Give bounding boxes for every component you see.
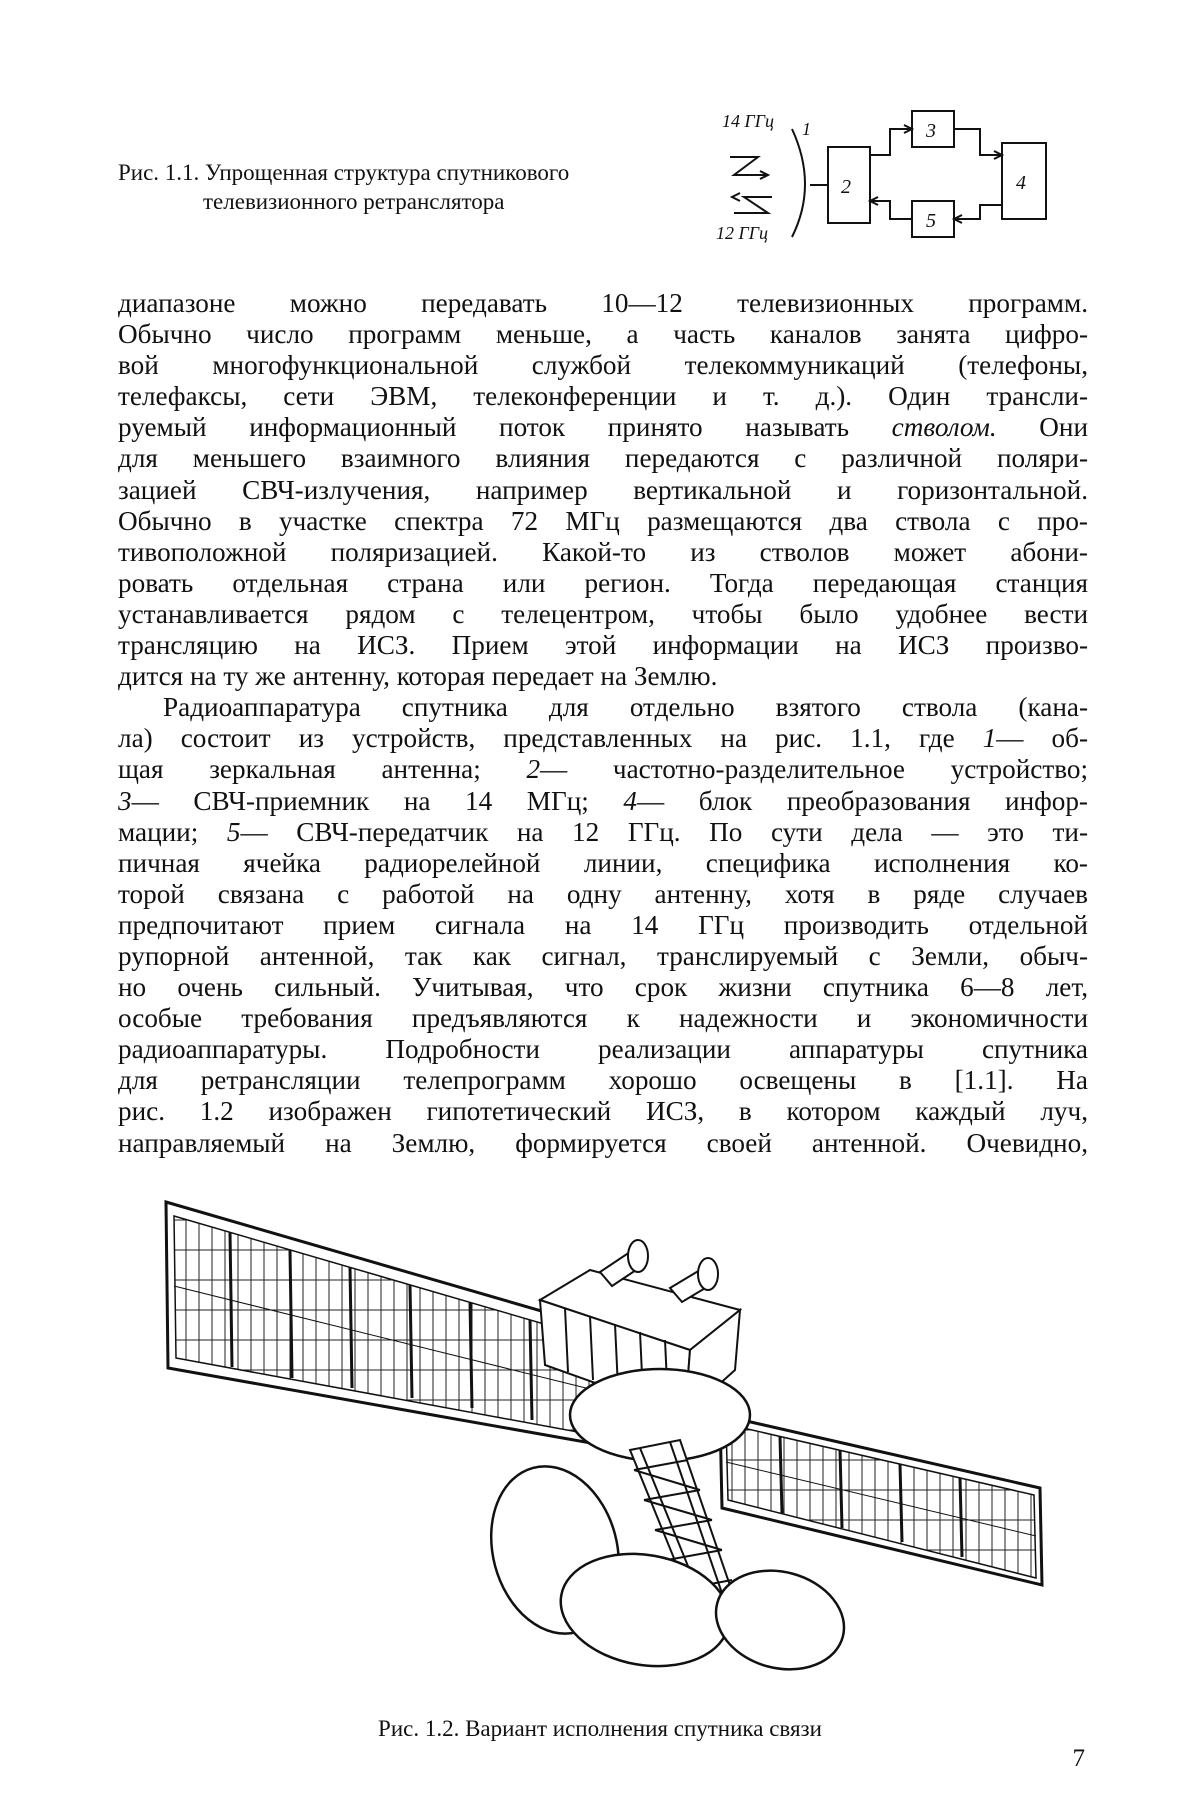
document-page [0, 0, 1200, 1800]
text-fragment: щая зеркальная антенна; [118, 754, 481, 784]
text-line: тивоположной поляризацией. Какой-то из стволов может абони- [118, 537, 1088, 568]
text-line: ровать отдельная страна или регион. Тогда передающая станция [118, 568, 1088, 599]
text-line [118, 786, 1088, 817]
block-4-label: 4 [1016, 172, 1026, 194]
text-line: торой связана с работой на одну антенну, хотя в ряде случаев [118, 879, 1088, 910]
left-solar-panel [166, 1202, 602, 1445]
text-line: Радиоаппаратура спутника для отдельно взятого ствола (кана- [118, 692, 1088, 723]
text-fragment: — СВЧ-приемник на 14 МГц; [132, 786, 589, 816]
text-fragment: — об- [996, 723, 1088, 753]
text-fragment: мации; [118, 817, 198, 847]
text-fragment: руемый информационный поток принято называть [118, 412, 849, 442]
text-line: Обычно в участке спектра 72 МГц размещаются два ствола с про- [118, 506, 1088, 537]
figure-1-2-caption: Рис. 1.2. Вариант исполнения спутника связи [0, 1716, 1200, 1742]
text-line [118, 754, 1088, 785]
text-fragment: Они [1039, 412, 1088, 442]
text-line: трансляцию на ИСЗ. Прием этой информации на ИСЗ произво- [118, 630, 1088, 661]
block-2-label: 2 [841, 176, 851, 198]
text-line: для меньшего взаимного влияния передаются с различной поляри- [118, 443, 1088, 474]
text-line: радиоаппаратуры. Подробности реализации аппаратуры спутника [118, 1034, 1088, 1065]
text-line: предпочитают прием сигнала на 14 ГГц производить отдельной [118, 910, 1088, 941]
page-number: 7 [1073, 1745, 1086, 1773]
text-line: зацией СВЧ-излучения, например вертикальной и горизонтальной. [118, 475, 1088, 506]
text-line: Обычно число программ меньше, а часть каналов занята цифро- [118, 319, 1088, 350]
figure-1-1-block-diagram [700, 105, 1100, 255]
term-stvol: стволом. [892, 412, 997, 442]
line-4-to-5 [954, 205, 1002, 219]
ref-number: 1 [983, 723, 997, 753]
ref-number: 4 [623, 786, 637, 816]
label-14-ghz: 14 ГГц [722, 111, 774, 131]
ref-number: 2 [526, 754, 540, 784]
ref-number: 5 [227, 817, 241, 847]
text-line [118, 817, 1088, 848]
text-line: дится на ту же антенну, которая передает на Землю. [118, 661, 1088, 692]
text-line: направляемый на Землю, формируется своей антенной. Очевидно, [118, 1128, 1088, 1159]
figure-1-1-caption-line1: Рис. 1.1. Упрощенная структура спутникового [118, 158, 698, 187]
figure-1-1-caption [118, 158, 698, 216]
right-solar-panel [720, 1415, 1042, 1585]
figure-1-2-satellite-illustration [160, 1190, 1060, 1710]
text-line: телефаксы, сети ЭВМ, телеконференции и т. д.). Один трансли- [118, 381, 1088, 412]
text-fragment: — блок преобразования инфор- [637, 786, 1088, 816]
body-text [118, 288, 1088, 1159]
ref-number: 3 [118, 786, 132, 816]
text-line [118, 412, 1088, 443]
text-fragment: ла) состоит из устройств, представленных на рис. 1.1, где [118, 723, 955, 753]
text-line: особые требования предъявляются к надежности и экономичности [118, 1003, 1088, 1034]
text-fragment: — СВЧ-передатчик на 12 ГГц. По сути дела — это ти- [240, 817, 1088, 847]
text-line: устанавливается рядом с телецентром, чтобы было удобнее вести [118, 599, 1088, 630]
label-antenna-1: 1 [802, 119, 811, 139]
downlink-arrowhead [732, 193, 740, 201]
text-line [118, 723, 1088, 754]
text-line: рис. 1.2 изображен гипотетический ИСЗ, в котором каждый луч, [118, 1096, 1088, 1127]
text-fragment: — частотно-разделительное устройство; [540, 754, 1088, 784]
text-line: рупорной антенной, так как сигнал, транслируемый с Земли, обыч- [118, 941, 1088, 972]
antenna-reflector [792, 129, 805, 237]
block-5-label: 5 [926, 210, 936, 232]
downlink-zigzag-arrow [734, 197, 772, 213]
text-line: но очень сильный. Учитывая, что срок жизни спутника 6—8 лет, [118, 972, 1088, 1003]
figure-1-1-caption-line2: телевизионного ретранслятора [118, 187, 698, 216]
text-line: диапазоне можно передавать 10—12 телевизионных программ. [118, 288, 1088, 319]
text-line: для ретрансляции телепрограмм хорошо освещены в [1.1]. На [118, 1065, 1088, 1096]
block-3-label: 3 [925, 120, 936, 142]
text-line: вой многофункциональной службой телекоммуникаций (телефоны, [118, 350, 1088, 381]
label-12-ghz: 12 ГГц [716, 223, 768, 243]
text-line: пичная ячейка радиорелейной линии, специфика исполнения ко- [118, 848, 1088, 879]
